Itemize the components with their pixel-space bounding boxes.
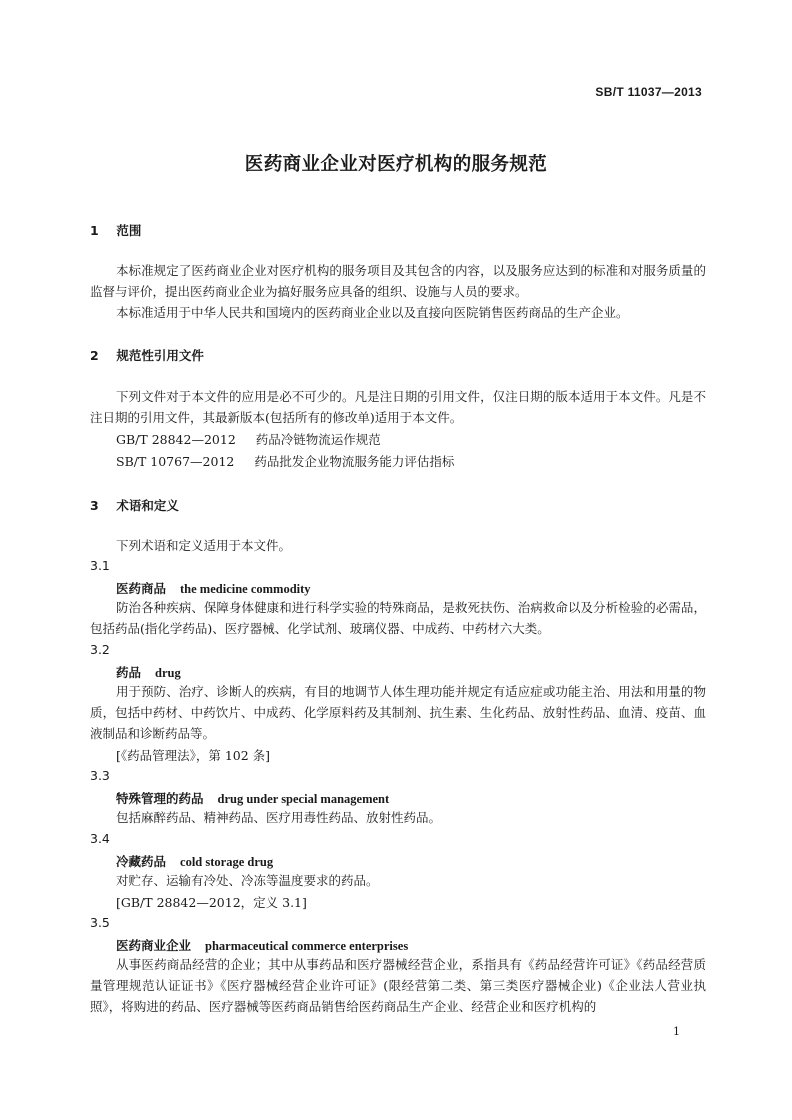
term-number: 3.1 xyxy=(90,558,110,573)
page-number: 1 xyxy=(673,1025,680,1038)
term-name xyxy=(116,852,273,870)
section-2-heading xyxy=(90,346,204,364)
term-name xyxy=(116,663,181,681)
term-en: pharmaceutical commerce enterprises xyxy=(205,939,409,953)
term-definition: 防治各种疾病、保障身体健康和进行科学实验的特殊商品，是救死扶伤、治病救命以及分析检验的必需品，包括药品(指化学药品)、医疗器械、化学试剂、玻璃仪器、中成药、中药材六大类。 xyxy=(90,600,706,637)
term-name xyxy=(116,579,311,597)
normative-reference xyxy=(116,452,454,470)
standard-number: SB/T 11037—2013 xyxy=(595,85,702,99)
section-number: 2 xyxy=(90,348,99,363)
term-number: 3.3 xyxy=(90,768,110,783)
section-number: 1 xyxy=(90,223,99,238)
term-en: cold storage drug xyxy=(180,855,274,869)
section-1-heading xyxy=(90,221,141,239)
section-1-paragraph-2: 本标准适用于中华人民共和国境内的医药商业企业以及直接向医院销售医药商品的生产企业。 xyxy=(116,305,629,320)
reference-title: 药品冷链物流运作规范 xyxy=(255,432,381,447)
section-1-paragraph-1: 本标准规定了医药商业企业对医疗机构的服务项目及其包含的内容，以及服务应达到的标准和对服务质量的监督与评价，提出医药商业企业为搞好服务应具备的组织、设施与人员的要求。 xyxy=(90,263,706,300)
term-number: 3.5 xyxy=(90,915,110,930)
term-en: drug xyxy=(155,666,181,680)
term-source: [GB/T 28842—2012，定义 3.1] xyxy=(116,895,307,910)
term-zh: 冷藏药品 xyxy=(116,854,167,869)
section-title: 术语和定义 xyxy=(116,498,179,513)
reference-code: GB/T 28842—2012 xyxy=(116,432,236,447)
term-zh: 医药商品 xyxy=(116,581,167,596)
term-name xyxy=(116,789,389,807)
term-zh: 医药商业企业 xyxy=(116,938,192,953)
reference-title: 药品批发企业物流服务能力评估指标 xyxy=(254,454,455,469)
normative-reference xyxy=(116,430,381,448)
section-3-heading xyxy=(90,496,179,514)
term-definition: 从事医药商品经营的企业；其中从事药品和医疗器械经营企业，系指具有《药品经营许可证》《药品经营质量管理规范认证证书》《医疗器械经营企业许可证》(限经营第二类、第三类医疗器械企业)《企业法人营业执照》，将购进的药品、医疗器械等医药商品销售给医药商品生产企业、经营企业和医疗机构的 xyxy=(90,957,706,1015)
section-2-paragraph: 下列文件对于本文件的应用是必不可少的。凡是注日期的引用文件，仅注日期的版本适用于本文件。凡是不注日期的引用文件，其最新版本(包括所有的修改单)适用于本文件。 xyxy=(90,389,706,426)
section-title: 规范性引用文件 xyxy=(116,348,204,363)
term-number: 3.4 xyxy=(90,831,110,846)
document-title: 医药商业企业对医疗机构的服务规范 xyxy=(244,154,548,175)
term-number: 3.2 xyxy=(90,642,110,657)
term-source: [《药品管理法》，第 102 条] xyxy=(116,748,271,763)
section-3-intro: 下列术语和定义适用于本文件。 xyxy=(116,538,292,553)
section-number: 3 xyxy=(90,498,99,513)
term-zh: 药品 xyxy=(116,665,142,680)
term-definition: 用于预防、治疗、诊断人的疾病，有目的地调节人体生理功能并规定有适应症或功能主治、用法和用量的物质，包括中药材、中药饮片、中成药、化学原料药及其制剂、抗生素、生化药品、放射性药品、血清、疫苗、血液制品和诊断药品等。 xyxy=(90,684,706,742)
term-zh: 特殊管理的药品 xyxy=(116,791,204,806)
term-definition: 对贮存、运输有冷处、冷冻等温度要求的药品。 xyxy=(116,873,379,888)
term-en: drug under special management xyxy=(217,792,390,806)
term-name xyxy=(116,936,408,954)
term-definition: 包括麻醉药品、精神药品、医疗用毒性药品、放射性药品。 xyxy=(116,810,442,825)
section-title: 范围 xyxy=(116,223,142,238)
term-en: the medicine commodity xyxy=(180,582,311,596)
reference-code: SB/T 10767—2012 xyxy=(116,454,235,469)
